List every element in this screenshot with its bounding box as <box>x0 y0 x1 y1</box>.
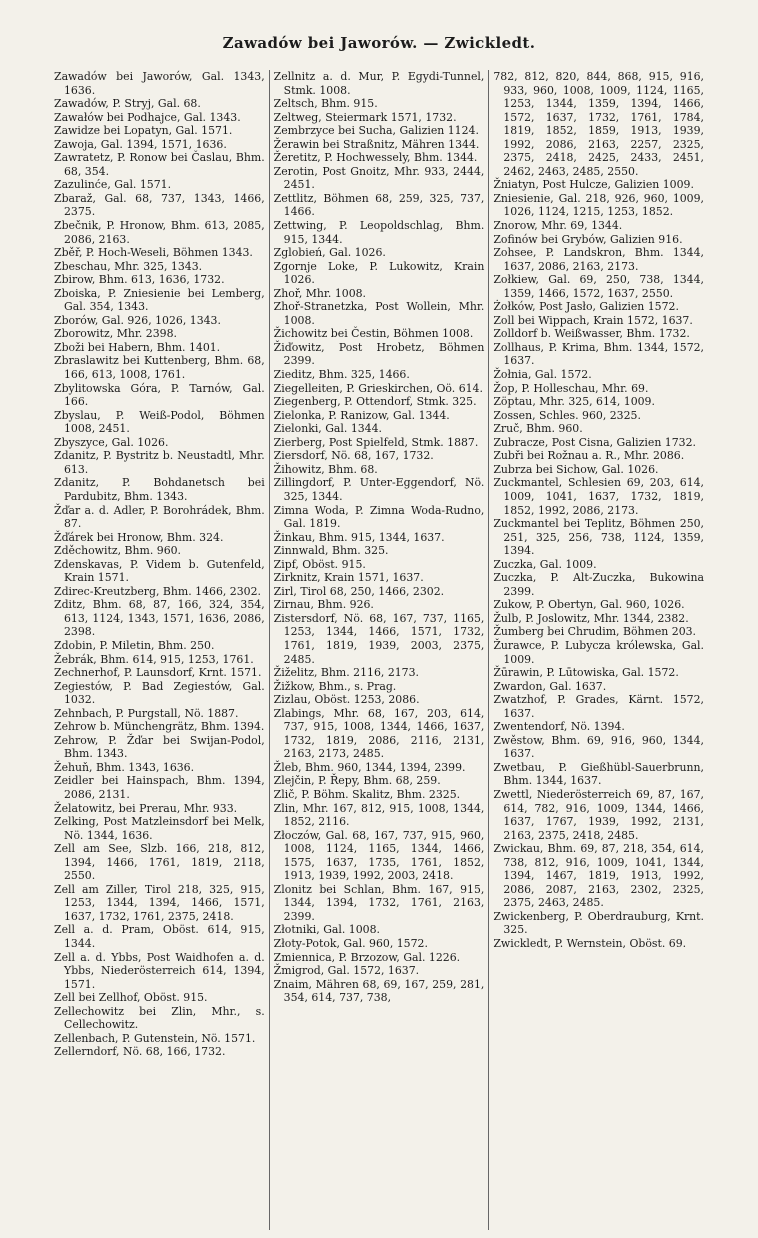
index-entry: Zegiestów, P. Bad Zegiestów, Gal. 1032. <box>54 679 265 707</box>
index-entry: Žmigrod, Gal. 1572, 1637. <box>273 964 420 978</box>
index-entry: Zettlitz, Böhmen 68, 259, 325, 737, 1466. <box>273 191 485 219</box>
index-entry: Zlič, P. Böhm. Skalitz, Bhm. 2325. <box>273 787 461 801</box>
index-entry: Zubři bei Rožnau a. R., Mhr. 2086. <box>493 449 685 463</box>
index-entry: Zierberg, Post Spielfeld, Stmk. 1887. <box>273 435 479 449</box>
index-entry: Złotniki, Gal. 1008. <box>273 923 380 937</box>
index-entry: Zruč, Bhm. 960. <box>493 422 583 436</box>
index-entry: Zawałów bei Podhajce, Gal. 1343. <box>54 110 241 124</box>
index-entry: Zlejčin, P. Řepy, Bhm. 68, 259. <box>273 774 441 788</box>
index-entry: Ziegenberg, P. Ottendorf, Stmk. 325. <box>273 395 477 409</box>
index-entry: Zimna Woda, P. Zimna Woda-Rudno, Gal. 1819. <box>273 503 485 531</box>
index-entry: Žihowitz, Bhm. 68. <box>273 462 378 476</box>
index-entry: Žūrawin, P. Lūtowiska, Gal. 1572. <box>493 666 679 680</box>
index-entry: Zwěstow, Bhm. 69, 916, 960, 1344, 1637. <box>493 733 705 761</box>
index-entry: Zinnwald, Bhm. 325. <box>273 544 389 558</box>
index-entry: Zděchowitz, Bhm. 960. <box>54 544 182 558</box>
index-entry: Zbirow, Bhm. 613, 1636, 1732. <box>54 273 225 287</box>
index-entry: Zdanitz, P. Bystritz b. Neustadtl, Mhr. 613. <box>54 449 265 476</box>
index-entry: Zbečnik, P. Hronow, Bhm. 613, 2085, 2086, 2163. <box>54 219 265 246</box>
index-entry: Zawadów bei Jaworów, Gal. 1343, 1636. <box>54 70 265 97</box>
index-entry: Žeretitz, P. Hochwessely, Bhm. 1344. <box>273 151 478 165</box>
index-entry: Zellnitz a. d. Mur, P. Egydi-Tunnel, Stmk. 1008. <box>273 70 485 97</box>
index-entry: Zubracze, Post Cisna, Galizien 1732. <box>493 435 696 449</box>
index-entry: Zawidze bei Lopatyn, Gal. 1571. <box>54 124 233 138</box>
index-entry: Zlonitz bei Schlan, Bhm. 167, 915, 1344, 1394, 1732, 1761, 2163, 2399. <box>273 882 485 923</box>
index-entry: Zofinów bei Grybów, Galizien 916. <box>493 232 683 246</box>
index-entry: Zbyszyce, Gal. 1026. <box>54 435 169 449</box>
index-entry: Zossen, Schles. 960, 2325. <box>493 408 641 422</box>
index-entry: Zeidler bei Hainspach, Bhm. 1394, 2086, 2131. <box>54 774 265 801</box>
index-entry: Zbraslawitz bei Kuttenberg, Bhm. 68, 166, 613, 1008, 1761. <box>54 354 265 382</box>
index-entry: Zbaraž, Gal. 68, 737, 1343, 1466, 2375. <box>54 191 265 219</box>
index-entry: Žulb, P. Joslowitz, Mhr. 1344, 2382. <box>493 611 689 625</box>
index-entry: Ziegelleiten, P. Grieskirchen, Oö. 614. <box>273 381 483 395</box>
index-entry: Zlin, Mhr. 167, 812, 915, 1008, 1344, 1852, 2116. <box>273 801 485 829</box>
index-entry: Zditz, Bhm. 68, 87, 166, 324, 354, 613, 1124, 1343, 1571, 1636, 2086, 2398. <box>54 598 265 639</box>
index-entry: Zdirec-Kreutzberg, Bhm. 1466, 2302. <box>54 584 261 598</box>
index-entry: Žďar a. d. Adler, P. Borohrádek, Bhm. 87. <box>54 503 265 531</box>
index-entry: Żołków, Post Jasło, Galizien 1572. <box>493 300 679 314</box>
index-entry: Žołnia, Gal. 1572. <box>493 368 592 382</box>
index-entry: Zettwing, P. Leopoldschlag, Bhm. 915, 1344. <box>273 219 485 246</box>
index-entry: Zbeschau, Mhr. 325, 1343. <box>54 259 203 273</box>
index-entry: Zehrow, P. Žďar bei Swijan-Podol, Bhm. 1343. <box>54 733 265 761</box>
index-entry: Žižkow, Bhm., s. Prag. <box>273 679 397 693</box>
index-entry: Žďárek bei Hronow, Bhm. 324. <box>54 530 224 544</box>
index-entry: Želatowitz, bei Prerau, Mhr. 933. <box>54 801 238 815</box>
index-entry: Žiďowitz, Post Hrobetz, Böhmen 2399. <box>273 340 485 368</box>
index-entry: Zbyslau, P. Weiß-Podol, Böhmen 1008, 2451. <box>54 408 265 436</box>
index-entry: Zboiska, P. Zniesienie bei Lemberg, Gal. 354, 1343. <box>54 286 265 314</box>
index-entry: Zillingdorf, P. Unter-Eggendorf, Nö. 325, 1344. <box>273 476 485 503</box>
index-entry: Žleb, Bhm. 960, 1344, 1394, 2399. <box>273 760 466 774</box>
index-entry: Zborów, Gal. 926, 1026, 1343. <box>54 313 221 327</box>
index-entry: Žiželitz, Bhm. 2116, 2173. <box>273 666 419 680</box>
index-entry: Zuckmantel, Schlesien 69, 203, 614, 1009, 1041, 1637, 1732, 1819, 1852, 1992, 2086, 2173. <box>493 476 705 517</box>
index-entry: Zizlau, Oböst. 1253, 2086. <box>273 693 420 707</box>
index-entry: Zuczka, P. Alt-Zuczka, Bukowina 2399. <box>493 571 705 598</box>
index-entry: Zechnerhof, P. Launsdorf, Krnt. 1571. <box>54 666 262 680</box>
index-entry: Zwentendorf, Nö. 1394. <box>493 720 625 734</box>
index-entry: Zwickenberg, P. Oberdrauburg, Krnt. 325. <box>493 909 705 937</box>
index-entry: Zboži bei Habern, Bhm. 1401. <box>54 340 221 354</box>
index-entry: Zipf, Oböst. 915. <box>273 557 366 571</box>
index-entry: Zollhaus, P. Krima, Bhm. 1344, 1572, 1637. <box>493 340 705 368</box>
index-entry: Zeltweg, Steiermark 1571, 1732. <box>273 110 457 124</box>
index-entry: Zniesienie, Gal. 218, 926, 960, 1009, 1026, 1124, 1215, 1253, 1852. <box>493 191 705 219</box>
index-entry: Žumberg bei Chrudim, Böhmen 203. <box>493 625 697 639</box>
column-middle <box>270 70 490 1230</box>
index-entry: Zdenskavas, P. Videm b. Gutenfeld, Krain 1571. <box>54 557 265 585</box>
index-entry: Zehnbach, P. Purgstall, Nö. 1887. <box>54 706 239 720</box>
index-entry: Zwardon, Gal. 1637. <box>493 679 607 693</box>
column-right <box>489 70 704 1230</box>
index-entry: Zohsee, P. Landskron, Bhm. 1344, 1637, 2086, 2163, 2173. <box>493 246 705 273</box>
index-entry: Zell am See, Slzb. 166, 218, 812, 1394, 1466, 1761, 1819, 2118, 2550. <box>54 842 265 883</box>
index-entry: Zelking, Post Matzleinsdorf bei Melk, Nö. 1344, 1636. <box>54 815 265 842</box>
index-entry: 782, 812, 820, 844, 868, 915, 916, 933, 960, 1008, 1009, 1124, 1165, 1253, 1344, 1359, 1394, 1466, 1572, 1637, 1732, 1761, 1784, 1819, 1852, 1859, 1913, 1939, 1992, 2086, 2163, 2257, 2325, 2375, 2418, 2425, 2433, 2451, 2462, 2463, 2485, 2550. <box>493 70 705 178</box>
index-entry: Zawoja, Gal. 1394, 1571, 1636. <box>54 137 227 151</box>
index-entry: Zell am Ziller, Tirol 218, 325, 915, 1253, 1344, 1394, 1466, 1571, 1637, 1732, 1761, 2375, 2418. <box>54 882 265 923</box>
index-entry: Zazulinće, Gal. 1571. <box>54 178 172 192</box>
index-entry: Zistersdorf, Nö. 68, 167, 737, 1165, 1253, 1344, 1466, 1571, 1732, 1761, 1819, 1939, 2003, 2375, 2485. <box>273 611 485 666</box>
index-entry: Zielonka, P. Ranizow, Gal. 1344. <box>273 408 450 422</box>
index-entry: Zwettl, Niederösterreich 69, 87, 167, 614, 782, 916, 1009, 1344, 1466, 1637, 1767, 1939, 1992, 2131, 2163, 2375, 2418, 2485. <box>493 787 705 842</box>
index-entry: Zbylitowska Góra, P. Tarnów, Gal. 166. <box>54 381 265 409</box>
index-entry: Zborowitz, Mhr. 2398. <box>54 327 177 341</box>
index-entry: Zell bei Zellhof, Oböst. 915. <box>54 991 208 1005</box>
index-entry: Zell a. d. Pram, Oböst. 614, 915, 1344. <box>54 923 265 950</box>
index-columns <box>54 70 704 1230</box>
index-entry: Žniatyn, Post Hulcze, Galizien 1009. <box>493 178 694 192</box>
index-entry: Zdanitz, P. Bohdanetsch bei Pardubitz, Bhm. 1343. <box>54 476 265 503</box>
index-entry: Žerawin bei Straßnitz, Mähren 1344. <box>273 137 480 151</box>
index-entry: Zöptau, Mhr. 325, 614, 1009. <box>493 395 655 409</box>
index-entry: Žehuň, Bhm. 1343, 1636. <box>54 760 195 774</box>
index-entry: Znorow, Mhr. 69, 1344. <box>493 219 623 233</box>
index-entry: Złoczów, Gal. 68, 167, 737, 915, 960, 1008, 1124, 1165, 1344, 1466, 1575, 1637, 1735, 1761, 1852, 1913, 1939, 1992, 2003, 2418. <box>273 828 485 883</box>
index-entry: Zielonki, Gal. 1344. <box>273 422 383 436</box>
index-entry: Zirl, Tirol 68, 250, 1466, 2302. <box>273 584 445 598</box>
index-entry: Zwatzhof, P. Grades, Kärnt. 1572, 1637. <box>493 693 705 720</box>
index-entry: Zawratetz, P. Ronow bei Časlau, Bhm. 68, 354. <box>54 151 265 178</box>
page-title: Zawadów bei Jaworów. — Zwickledt. <box>222 34 536 52</box>
index-entry: Zwetbau, P. Gießhübl-Sauerbrunn, Bhm. 1344, 1637. <box>493 760 705 788</box>
index-entry: Zeltsch, Bhm. 915. <box>273 97 378 111</box>
index-entry: Zerotin, Post Gnoitz, Mhr. 933, 2444, 2451. <box>273 164 485 192</box>
index-entry: Zmiennica, P. Brzozow, Gal. 1226. <box>273 950 461 964</box>
column-left <box>54 70 270 1230</box>
index-entry: Zhoř-Stranetzka, Post Wollein, Mhr. 1008. <box>273 300 485 327</box>
index-entry: Zglobień, Gal. 1026. <box>273 246 386 260</box>
index-entry: Zellerndorf, Nö. 68, 166, 1732. <box>54 1045 226 1059</box>
index-entry: Zubrza bei Sichow, Gal. 1026. <box>493 462 659 476</box>
index-entry: Złoty-Potok, Gal. 960, 1572. <box>273 937 428 950</box>
index-entry: Zellechowitz bei Zlin, Mhr., s. Cellechowitz. <box>54 1004 265 1032</box>
index-entry: Zuczka, Gal. 1009. <box>493 557 597 571</box>
index-entry: Zieditz, Bhm. 325, 1466. <box>273 368 410 382</box>
index-entry: Zirnau, Bhm. 926. <box>273 598 374 612</box>
index-entry: Zwickau, Bhm. 69, 87, 218, 354, 614, 738, 812, 916, 1009, 1041, 1344, 1394, 1467, 1819, 1913, 1992, 2086, 2087, 2163, 2302, 2325, 2375, 2463, 2485. <box>493 842 705 910</box>
index-entry: Zgornje Loke, P. Lukowitz, Krain 1026. <box>273 259 485 287</box>
index-entry: Žop, P. Holleschau, Mhr. 69. <box>493 381 649 395</box>
index-entry: Zoll bei Wippach, Krain 1572, 1637. <box>493 313 693 327</box>
index-entry: Zukow, P. Obertyn, Gal. 960, 1026. <box>493 598 685 612</box>
index-entry: Zhoř, Mhr. 1008. <box>273 286 367 300</box>
index-entry: Zběř, P. Hoch-Weseli, Böhmen 1343. <box>54 246 253 260</box>
index-entry: Ziersdorf, Nö. 68, 167, 1732. <box>273 449 434 463</box>
index-entry: Zirknitz, Krain 1571, 1637. <box>273 571 424 585</box>
index-entry: Zembrzyce bei Sucha, Galizien 1124. <box>273 124 479 138</box>
index-entry: Žinkau, Bhm. 915, 1344, 1637. <box>273 530 445 544</box>
index-entry: Zołkiew, Gal. 69, 250, 738, 1344, 1359, 1466, 1572, 1637, 2550. <box>493 273 705 300</box>
index-entry: Žurawce, P. Lubycza królewska, Gal. 1009. <box>493 638 705 666</box>
index-entry: Zell a. d. Ybbs, Post Waidhofen a. d. Ybbs, Niederösterreich 614, 1394, 1571. <box>54 950 265 991</box>
index-entry: Zdobin, P. Miletin, Bhm. 250. <box>54 638 215 652</box>
index-entry: Zuckmantel bei Teplitz, Böhmen 250, 251, 325, 256, 738, 1124, 1359, 1394. <box>493 517 705 558</box>
index-entry: Žebrák, Bhm. 614, 915, 1253, 1761. <box>54 652 254 666</box>
index-entry: Zlabings, Mhr. 68, 167, 203, 614, 737, 915, 1008, 1344, 1466, 1637, 1732, 1819, 2086, 2116, 2131, 2163, 2173, 2485. <box>273 706 485 761</box>
index-entry: Zawadów, P. Stryj, Gal. 68. <box>54 97 201 111</box>
index-entry: Žichowitz bei Čestin, Böhmen 1008. <box>273 327 474 341</box>
index-entry: Zellenbach, P. Gutenstein, Nö. 1571. <box>54 1031 256 1045</box>
index-entry: Zehrow b. Münchengrätz, Bhm. 1394. <box>54 720 265 734</box>
index-entry: Znaim, Mähren 68, 69, 167, 259, 281, 354, 614, 737, 738, <box>273 977 485 1005</box>
index-entry: Zwickledt, P. Wernstein, Oböst. 69. <box>493 937 687 950</box>
index-entry: Zolldorf b. Weißwasser, Bhm. 1732. <box>493 327 690 341</box>
